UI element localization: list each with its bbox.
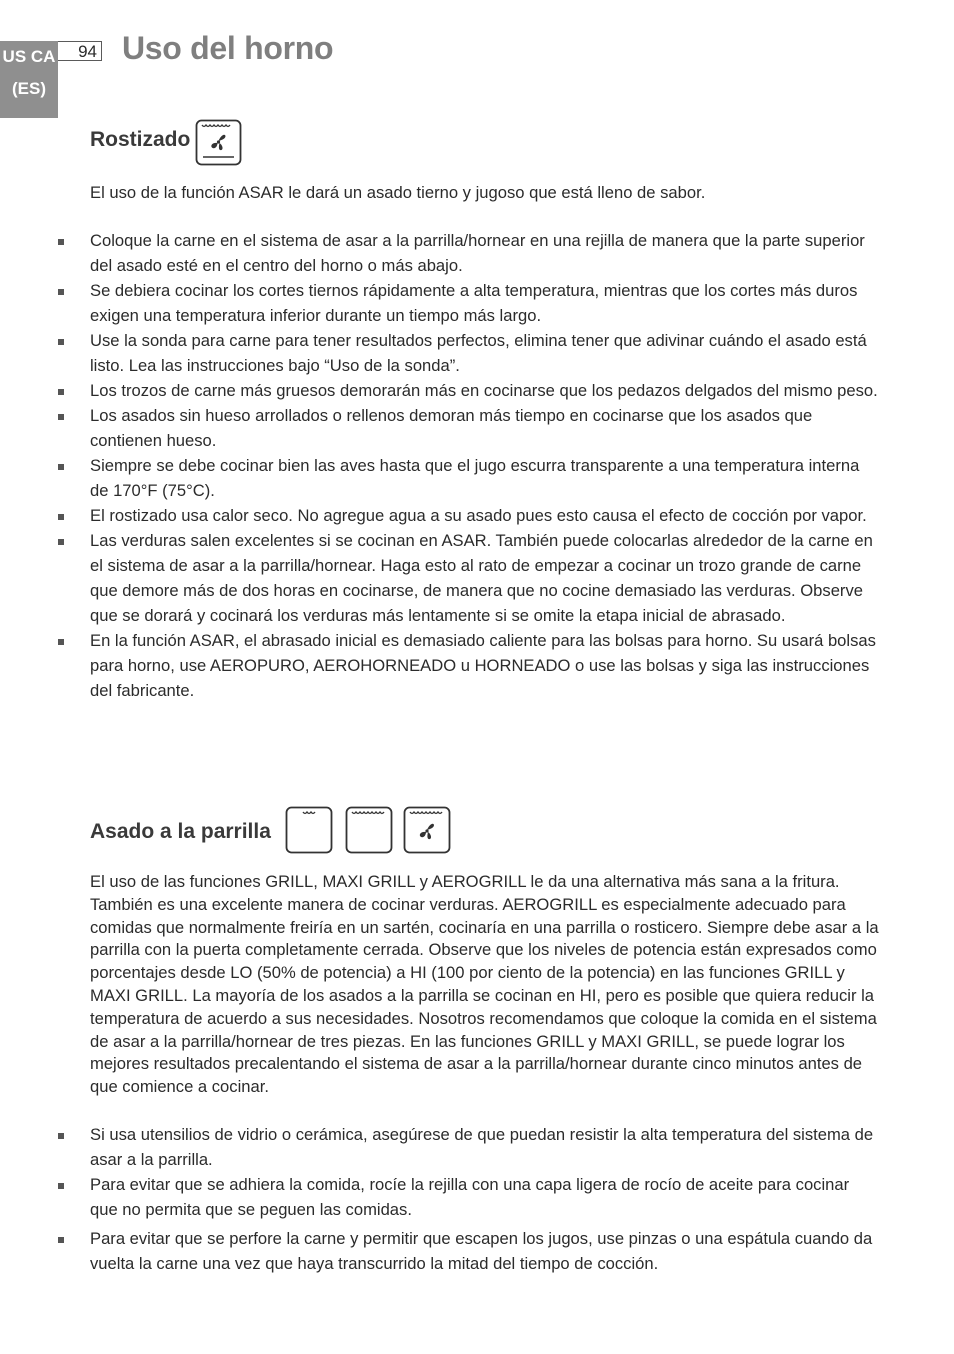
bullet-square-icon [58, 414, 64, 420]
roast-heading: Rostizado [90, 128, 191, 151]
grill-icon [285, 806, 333, 854]
bullet-square-icon [58, 639, 64, 645]
page-title: Uso del horno [122, 30, 334, 66]
list-item: Si usa utensilios de vidrio o cerámica, asegúrese de que puedan resistir la alta temperatura del sistema de asar a la parrilla. [0, 1122, 880, 1172]
language-tab-language: (ES) [12, 79, 46, 98]
bullet-square-icon [58, 539, 64, 545]
bullet-square-icon [58, 289, 64, 295]
maxi-grill-icon [345, 806, 393, 854]
grill-intro: El uso de las funciones GRILL, MAXI GRILL y AEROGRILL le da una alternativa más sana a la fritura. También es una excelente manera de cocinar verduras. AEROGRILL es especialmente adecuado para comidas que normalmente freiría en un sartén, cocinaría en una parrilla o rosticero. Siempre debe asar a la parrilla con la puerta completamente cerrada. Observe que los niveles de potencia están expresados como porcentajes desde LO (50% de potencia) a HI (100 por ciento de la potencia) en las funciones GRILL y MAXI GRILL. La mayoría de los asados a la parrilla se cocinan en HI, pero es posible que quiera reducir la temperatura de acuerdo a sus necesidades. Nosotros recomendamos que coloque la comida en el sistema de asar a la parrilla/hornear de tres piezas. En las funciones GRILL y MAXI GRILL, se puede lograr los mejores resultados precalentando el sistema de asar a la parrilla/hornear durante cinco minutos antes de que comience a cocinar. [90, 872, 879, 1097]
list-item: Coloque la carne en el sistema de asar a la parrilla/hornear en una rejilla de manera que la parte superior del asado esté en el centro del horno o más abajo. [0, 228, 880, 278]
roast-bullet-list [0, 228, 954, 703]
bullet-square-icon [58, 389, 64, 395]
bullet-square-icon [58, 464, 64, 470]
bullet-square-icon [58, 239, 64, 245]
list-item: Se debiera cocinar los cortes tiernos rápidamente a alta temperatura, mientras que los cortes más duros exigen una temperatura inferior durante un tiempo más largo. [0, 278, 880, 328]
page-number: 94 [58, 41, 102, 61]
list-item: Los trozos de carne más gruesos demorarán más en cocinarse que los pedazos delgados del mismo peso. [0, 378, 880, 403]
oven-fan-roast-icon [195, 119, 242, 166]
roast-intro: El uso de la función ASAR le dará un asado tierno y jugoso que está lleno de sabor. [90, 183, 706, 202]
language-tab [0, 41, 58, 118]
bullet-square-icon [58, 339, 64, 345]
list-item: Las verduras salen excelentes si se cocinan en ASAR. También puede colocarlas alrededor de la carne en el sistema de asar a la parrilla/hornear. Haga esto al rato de empezar a cocinar un trozo grande de carne que demore más de dos horas en cocinarse, de manera que no cocine demasiado las verduras. Observe que se dorará y cocinará los verduras más lentamente si se omite la etapa inicial de abrasado. [0, 528, 880, 628]
bullet-square-icon [58, 1133, 64, 1139]
list-item: El rostizado usa calor seco. No agregue agua a su asado pues esto causa el efecto de cocción por vapor. [0, 503, 880, 528]
list-item: Use la sonda para carne para tener resultados perfectos, elimina tener que adivinar cuándo el asado está listo. Lea las instrucciones bajo “Uso de la sonda”. [0, 328, 880, 378]
list-item: Siempre se debe cocinar bien las aves hasta que el jugo escurra transparente a una temperatura interna de 170°F (75°C). [0, 453, 880, 503]
list-item: En la función ASAR, el abrasado inicial es demasiado caliente para las bolsas para horno. Su usará bolsas para horno, use AEROPURO, AEROHORNEADO u HORNEADO o use las bolsas y siga las instrucciones del fabricante. [0, 628, 880, 703]
bullet-square-icon [58, 1237, 64, 1243]
list-item: Para evitar que se adhiera la comida, rocíe la rejilla con una capa ligera de rocío de aceite para cocinar que no permita que se peguen las comidas. [0, 1172, 880, 1222]
aerogrill-icon [403, 806, 451, 854]
list-item: Los asados sin hueso arrollados o rellenos demoran más tiempo en cocinarse que los asados que contienen hueso. [0, 403, 880, 453]
bullet-square-icon [58, 1183, 64, 1189]
grill-bullet-list [0, 1122, 954, 1276]
grill-heading: Asado a la parrilla [90, 820, 271, 843]
language-tab-region: US CA [2, 47, 56, 66]
list-item: Para evitar que se perfore la carne y permitir que escapen los jugos, use pinzas o una espátula cuando da vuelta la carne una vez que haya transcurrido la mitad del tiempo de cocción. [0, 1226, 880, 1276]
bullet-square-icon [58, 514, 64, 520]
